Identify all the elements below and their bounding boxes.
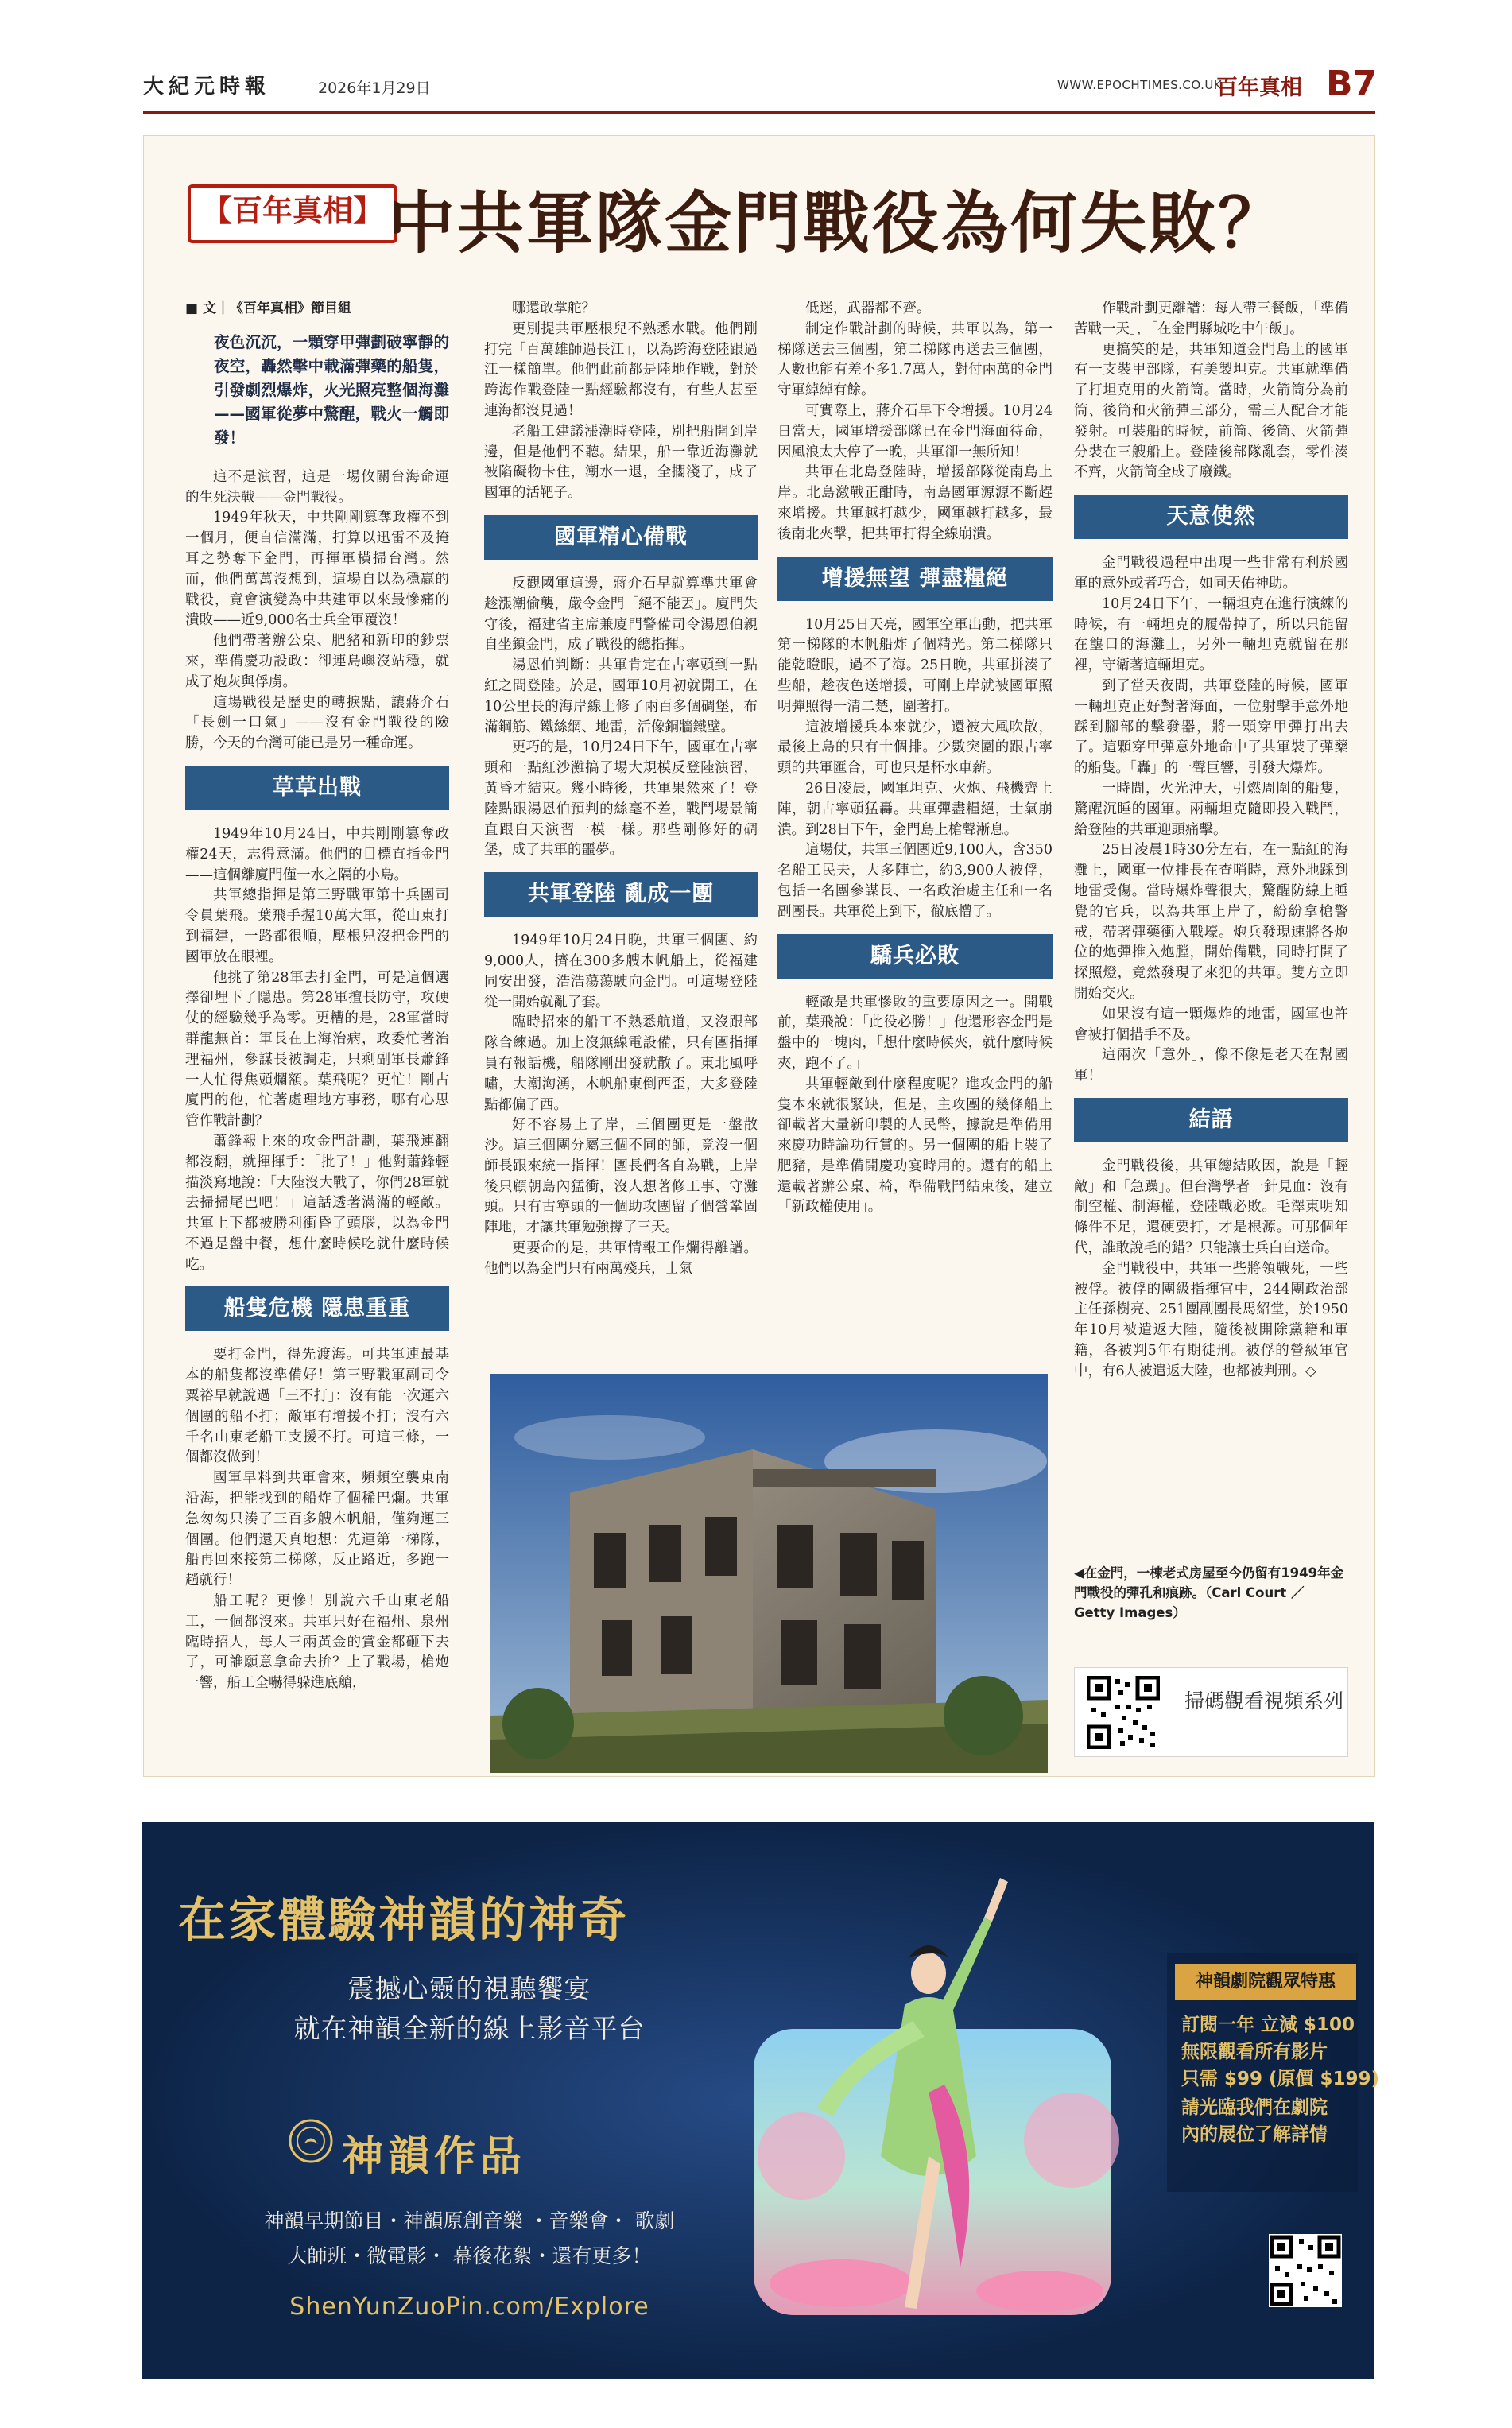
paragraph: 蕭鋒報上來的攻金門計劃，葉飛連翻都沒翻，就揮揮手：「批了！」他對蕭鋒輕描淡寫地說：「大陸沒大戰了，你們28軍就去掃掃尾巴吧！」這話透著滿滿的輕敵。共軍上下都被勝利衝昏了頭腦，以為金門不過是盤中餐，想什麼時候吃就什麼時候吃。 <box>185 1133 449 1273</box>
paragraph: 哪還敢掌舵？ <box>512 301 595 316</box>
paragraph: 湯恩伯判斷：共軍肯定在古寧頭到一點紅之間登陸。於是，國軍10月初就開工，在10公里長的海岸線上修了兩百多個碉堡，布滿鋼筋、鐵絲網、地雷，活像銅牆鐵壁。 <box>484 657 758 735</box>
paragraph: 金門戰役後，共軍總結敗因，說是「輕敵」和「急躁」。但台灣學者一針見血：沒有制空權、制海權，登陸戰必敗。毛澤東明知條件不足，還硬要打，才是根源。可那個年代，誰敢說毛的錯？只能讓士兵白白送命。 <box>1074 1158 1348 1257</box>
paragraph: 10月24日下午，一輛坦克在進行演練的時候，有一輛坦克的履帶掉了，所以只能留在壟口的海灘上，另外一輛坦克就留在那裡，守衛著這輛坦克。 <box>1074 595 1348 674</box>
paragraph: 輕敵是共軍慘敗的重要原因之一。開戰前，葉飛說：「此役必勝！」他還形容金門是盤中的一塊肉，「想什麼時候夾，就什麼時候夾，跑不了。」 <box>777 994 1053 1072</box>
paragraph: 可實際上，蔣介石早下令增援。10月24日當天，國軍增援部隊已在金門海面待命，因風浪太大停了一晚，共軍卻一無所知！ <box>777 402 1053 460</box>
paragraph: 1949年秋天，中共剛剛篡奪政權不到一個月，便自信滿滿，打算以迅雷不及掩耳之勢奪下金門，再揮軍橫掃台灣。然而，他們萬萬沒想到，這場自以為穩贏的戰役，竟會演變為中共建軍以來最慘痛的潰敗——近9,000名士兵全軍覆沒！ <box>185 510 449 629</box>
section-name: 百年真相 <box>1216 76 1302 100</box>
column-tag: 【百年真相】 <box>188 184 397 243</box>
paragraph: 更搞笑的是，共軍知道金門島上的國軍有一支裝甲部隊，有美製坦克。共軍就準備了打坦克用的火箭筒。當時，火箭筒分為前筒、後筒和火箭彈三部分，需三人配合才能發射。可裝船的時候，前筒、後筒、火箭彈分裝在三艘船上。登陸後部隊亂套，零件湊不齊，火箭筒全成了廢鐵。 <box>1074 341 1348 481</box>
building-photo <box>490 1374 1048 1773</box>
paragraph: 1949年10月24日晚，共軍三個團、約9,000人，擠在300多艘木帆船上，從福建同安出發，浩浩蕩蕩駛向金門。可這場登陸從一開始就亂了套。 <box>484 933 758 1010</box>
paragraph: 金門戰役過程中出現一些非常有利於國軍的意外或者巧合，如同天佑神助。 <box>1074 555 1348 591</box>
paragraph: 好不容易上了岸，三個團更是一盤散沙。這三個團分屬三個不同的師，竟沒一個師長跟來統一指揮！團長們各自為戰，上岸後只顧朝島內猛衝，沒人想著修工事、守灘頭。只有古寧頭的一個助攻團留了個營鞏固陣地，才讓共軍勉強撐了三天。 <box>484 1117 758 1236</box>
ad-subtitle: 震撼心靈的視聽饗宴 <box>347 1973 591 2004</box>
paragraph: 臨時招來的船工不熟悉航道，又沒跟部隊合練過。加上沒無線電設備，只有團指揮員有報話機，船隊剛出發就散了。東北風呼嘯，大潮洶湧，木帆船東倒西歪，大多登陸點都偏了西。 <box>484 1014 758 1113</box>
subheading: 船隻危機 隱患重重 <box>185 1286 449 1331</box>
paragraph: 反觀國軍這邊，蔣介石早就算準共軍會趁漲潮偷襲，嚴令金門「絕不能丟」。廈門失守後，福建省主席兼廈門警備司令湯恩伯親自坐鎮金門，成了戰役的總指揮。 <box>484 575 758 654</box>
promo-line: 請光臨我們在劇院 <box>1181 2097 1328 2118</box>
article-column-3 <box>777 299 1053 1218</box>
paragraph: 老船工建議漲潮時登陸，別把船開到岸邊，但是他們不聽。結果，船一靠近海灘就被陷礙物卡住，潮水一退，全擱淺了，成了國軍的活靶子。 <box>484 423 758 502</box>
subheading: 增援無望 彈盡糧絕 <box>777 557 1053 601</box>
paragraph: 到了當天夜間，共軍登陸的時候，國軍一輛坦克正好對著海面，一位射擊手意外地踩到腳部的擊發器，將一顆穿甲彈打出去了。這顆穿甲彈意外地命中了共軍裝了彈藥的船隻。「轟」的一聲巨響，引發大爆炸。 <box>1074 677 1348 777</box>
issue-date: 2026年1月29日 <box>318 80 431 97</box>
paragraph: 25日凌晨1時30分左右，在一點紅的海灘上，國軍一位排長在查哨時，意外地踩到地雷受傷。當時爆炸聲很大，驚醒防線上睡覺的官兵，以為共軍上岸了，紛紛拿槍警戒，帶著彈藥衝入戰壕。炮兵發現速將各炮位的炮彈推入炮膛，開始備戰，同時打開了探照燈，竟然發現了來犯的共軍。雙方立即開始交火。 <box>1074 842 1348 1002</box>
ad-logo-text: 神韻作品 <box>342 2132 527 2181</box>
paragraph: 一時間，火光沖天，引燃周圍的船隻，驚醒沉睡的國軍。兩輛坦克隨即投入戰鬥，給登陸的共軍迎頭痛擊。 <box>1074 780 1348 838</box>
ad-offerings: 大師班・微電影・ 幕後花絮・還有更多！ <box>287 2244 652 2267</box>
subheading: 天意使然 <box>1074 495 1348 539</box>
page-number: B7 <box>1326 64 1378 104</box>
promo-offer <box>1181 2011 1379 2093</box>
paragraph: 金門戰役中，共軍一些將領戰死，一些被俘。被俘的團級指揮官中，244團政治部主任孫樹亮、251團副團長馬紹堂，於1950年10月被遣返大陸，隨後被開除黨籍和軍籍，各被判5年有期徒刑。被俘的營級軍官中，有6人被遣返大陸，也都被判刑。◇ <box>1074 1260 1348 1379</box>
paragraph: 這波增援兵本來就少，還被大風吹散，最後上島的只有十個排。少數突圍的跟古寧頭的共軍匯合，可也只是杯水車薪。 <box>777 719 1053 777</box>
paragraph: 制定作戰計劃的時候，共軍以為，第一梯隊送去三個團，第二梯隊再送去三個團，人數也能有差不多1.7萬人，對付兩萬的金門守軍綽綽有餘。 <box>777 320 1053 399</box>
paragraph: 如果沒有這一顆爆炸的地雷，國軍也許會被打個措手不及。 <box>1074 1006 1348 1043</box>
paragraph: 他挑了第28軍去打金門，可是這個選擇卻埋下了隱患。第28軍擅長防守，攻硬仗的經驗幾乎為零。更糟的是，28軍當時群龍無首：軍長在上海治病，政委忙著治理福州，參謀長被調走，只剩副軍長蕭鋒一人忙得焦頭爛額。葉飛呢？更忙！剛占廈門的他，忙著處理地方事務，哪有心思管作戰計劃？ <box>185 969 449 1130</box>
ad-url-link[interactable]: ShenYunZuoPin.com/Explore <box>289 2293 649 2321</box>
qr-code-icon[interactable] <box>1087 1676 1160 1749</box>
promo-line: 內的展位了解詳情 <box>1181 2124 1328 2145</box>
lead-paragraph: 夜色沉沉，一顆穿甲彈劃破寧靜的夜空，轟然擊中載滿彈藥的船隻，引發劇烈爆炸，火光照亮整個海灘——國軍從夢中驚醒，戰火一觸即發！ <box>214 332 449 447</box>
ad-offerings: 神韻早期節目・神韻原創音樂 ・音樂會・ 歌劇 <box>264 2209 675 2232</box>
header-rule <box>143 111 1375 114</box>
promo-badge: 神韻劇院觀眾特惠 <box>1175 1964 1356 2000</box>
paragraph: 26日凌晨，國軍坦克、火炮、飛機齊上陣，朝古寧頭猛轟。共軍彈盡糧絕，士氣崩潰。到28日下午，金門島上槍聲漸息。 <box>777 780 1053 838</box>
paragraph: 船工呢？更慘！別說六千山東老船工，一個都沒來。共軍只好在福州、泉州臨時招人，每人三兩黃金的賞金都砸下去了，可誰願意拿命去拚？上了戰場，槍炮一響，船工全嚇得躲進底艙， <box>185 1593 449 1692</box>
paragraph: 作戰計劃更離譜：每人帶三餐飯，「準備苦戰一天」，「在金門縣城吃中午飯」。 <box>1074 301 1348 337</box>
photo-caption: ◀在金門，一棟老式房屋至今仍留有1949年金門戰役的彈孔和痕跡。（Carl Court ／ Getty Images） <box>1074 1565 1344 1620</box>
paragraph: 更別提共軍壓根兒不熟悉水戰。他們剛打完「百萬雄師過長江」，以為跨海登陸跟過江一樣簡單。他們此前都是陸地作戰，對於跨海作戰登陸一點經驗都沒有，有些人甚至連海都沒見過！ <box>484 320 758 419</box>
paragraph: 更巧的是，10月24日下午，國軍在古寧頭和一點紅沙灘搞了場大規模反登陸演習，黃昏才結束。幾小時後，共軍果然來了！登陸點跟湯恩伯預判的絲毫不差，戰鬥場景簡直跟白天演習一模一樣。那些剛修好的碉堡，成了共軍的噩夢。 <box>484 739 758 859</box>
subheading: 驕兵必敗 <box>777 934 1053 979</box>
subheading: 草草出戰 <box>185 766 449 810</box>
paragraph: 這兩次「意外」，像不像是老天在幫國軍！ <box>1074 1047 1348 1084</box>
paragraph: 低迷，武器都不齊。 <box>805 301 931 316</box>
subheading: 共軍登陸 亂成一團 <box>484 872 758 917</box>
paragraph: 10月25日天亮，國軍空軍出動，把共軍第一梯隊的木帆船炸了個精光。第二梯隊只能乾瞪眼，過不了海。25日晚，共軍拼湊了些船，趁夜色送增援，可剛上岸就被國軍照明彈照得一清二楚，圍著打。 <box>777 616 1053 715</box>
paragraph: 更要命的是，共軍情報工作爛得離譜。他們以為金門只有兩萬殘兵，士氣 <box>484 1240 758 1277</box>
article-column-2 <box>484 299 758 1280</box>
paragraph: 這場戰役是歷史的轉捩點，讓蔣介石「長劍一口氣」——沒有金門戰役的險勝，今天的台灣可能已是另一種命運。 <box>185 694 449 752</box>
promo-line: 只需 $99 (原價 $199) <box>1181 2069 1380 2089</box>
paragraph: 國軍早料到共軍會來，頻頻空襲東南沿海，把能找到的船炸了個稀巴爛。共軍急匆匆只湊了三百多艘木帆船，僅夠運三個團。他們還天真地想：先運第一梯隊，船再回來接第二梯隊，反正路近，多跑一趟就行！ <box>185 1470 449 1589</box>
paragraph: 他們帶著辦公桌、肥豬和新印的鈔票來，準備慶功設政：卻連島嶼沒站穩，就成了炮灰與俘虜。 <box>185 633 449 690</box>
ad-title: 在家體驗神韻的神奇 <box>178 1893 629 1949</box>
promo-invite <box>1181 2094 1328 2148</box>
subheading: 國軍精心備戰 <box>484 515 758 560</box>
site-url[interactable]: WWW.EPOCHTIMES.CO.UK <box>1057 78 1223 92</box>
article-column-1 <box>185 299 449 1694</box>
byline: ■ 文｜《百年真相》節目組 <box>185 301 351 316</box>
paragraph: 共軍總指揮是第三野戰軍第十兵團司令員葉飛。葉飛手握10萬大軍，從山東打到福建，一路都很順，壓根兒沒把金門的國軍放在眼裡。 <box>185 887 449 965</box>
shen-yun-logo-icon <box>288 2118 334 2164</box>
paragraph: 這不是演習，這是一場攸關台海命運的生死決戰——金門戰役。 <box>185 468 449 506</box>
qr-label: 掃碼觀看視頻系列 <box>1184 1689 1344 1712</box>
ad-qr-code-icon[interactable] <box>1269 2234 1342 2307</box>
paragraph: 共軍在北島登陸時，增援部隊從南島上岸。北島激戰正酣時，南島國軍源源不斷趕來增援。共軍越打越少，國軍越打越多，最後南北夾擊，把共軍打得全線崩潰。 <box>777 464 1053 542</box>
headline: 中共軍隊金門戰役為何失敗？ <box>388 184 1288 262</box>
promo-line: 訂閱一年 立減 $100 <box>1181 2015 1355 2035</box>
article-column-4 <box>1074 299 1348 1383</box>
paragraph: 1949年10月24日，中共剛剛篡奪政權24天，志得意滿。他們的目標直指金門——這個離廈門僅一水之隔的小島。 <box>185 825 449 883</box>
paragraph: 這場仗，共軍三個團近9,100人，含350名船工民夫，大多陣亡，約3,900人被俘，包括一名團參謀長、一名政治處主任和一名副團長。共軍從上到下，徹底懵了。 <box>777 842 1053 920</box>
subheading: 結語 <box>1074 1098 1348 1142</box>
paragraph: 要打金門，得先渡海。可共軍連最基本的船隻都沒準備好！第三野戰軍副司令粟裕早就說過「三不打」：沒有能一次運六個團的船不打；敵軍有增援不打；沒有六千名山東老船工支援不打。可這三條，一個都沒做到！ <box>185 1347 449 1466</box>
masthead-logo: 大紀元時報 <box>143 75 271 99</box>
ad-subtitle: 就在神韻全新的線上影音平台 <box>293 2013 646 2044</box>
promo-line: 無限觀看所有影片 <box>1181 2042 1328 2062</box>
paragraph: 共軍輕敵到什麼程度呢？進攻金門的船隻本來就很緊缺，但是，主攻團的幾條船上卻載著大量新印製的人民幣，據說是準備用來慶功時論功行賞的。另一個團的船上裝了肥豬，是準備開慶功宴時用的。還有的船上還載著辦公桌、椅，準備戰鬥結束後，建立「新政權使用」。 <box>777 1076 1053 1216</box>
